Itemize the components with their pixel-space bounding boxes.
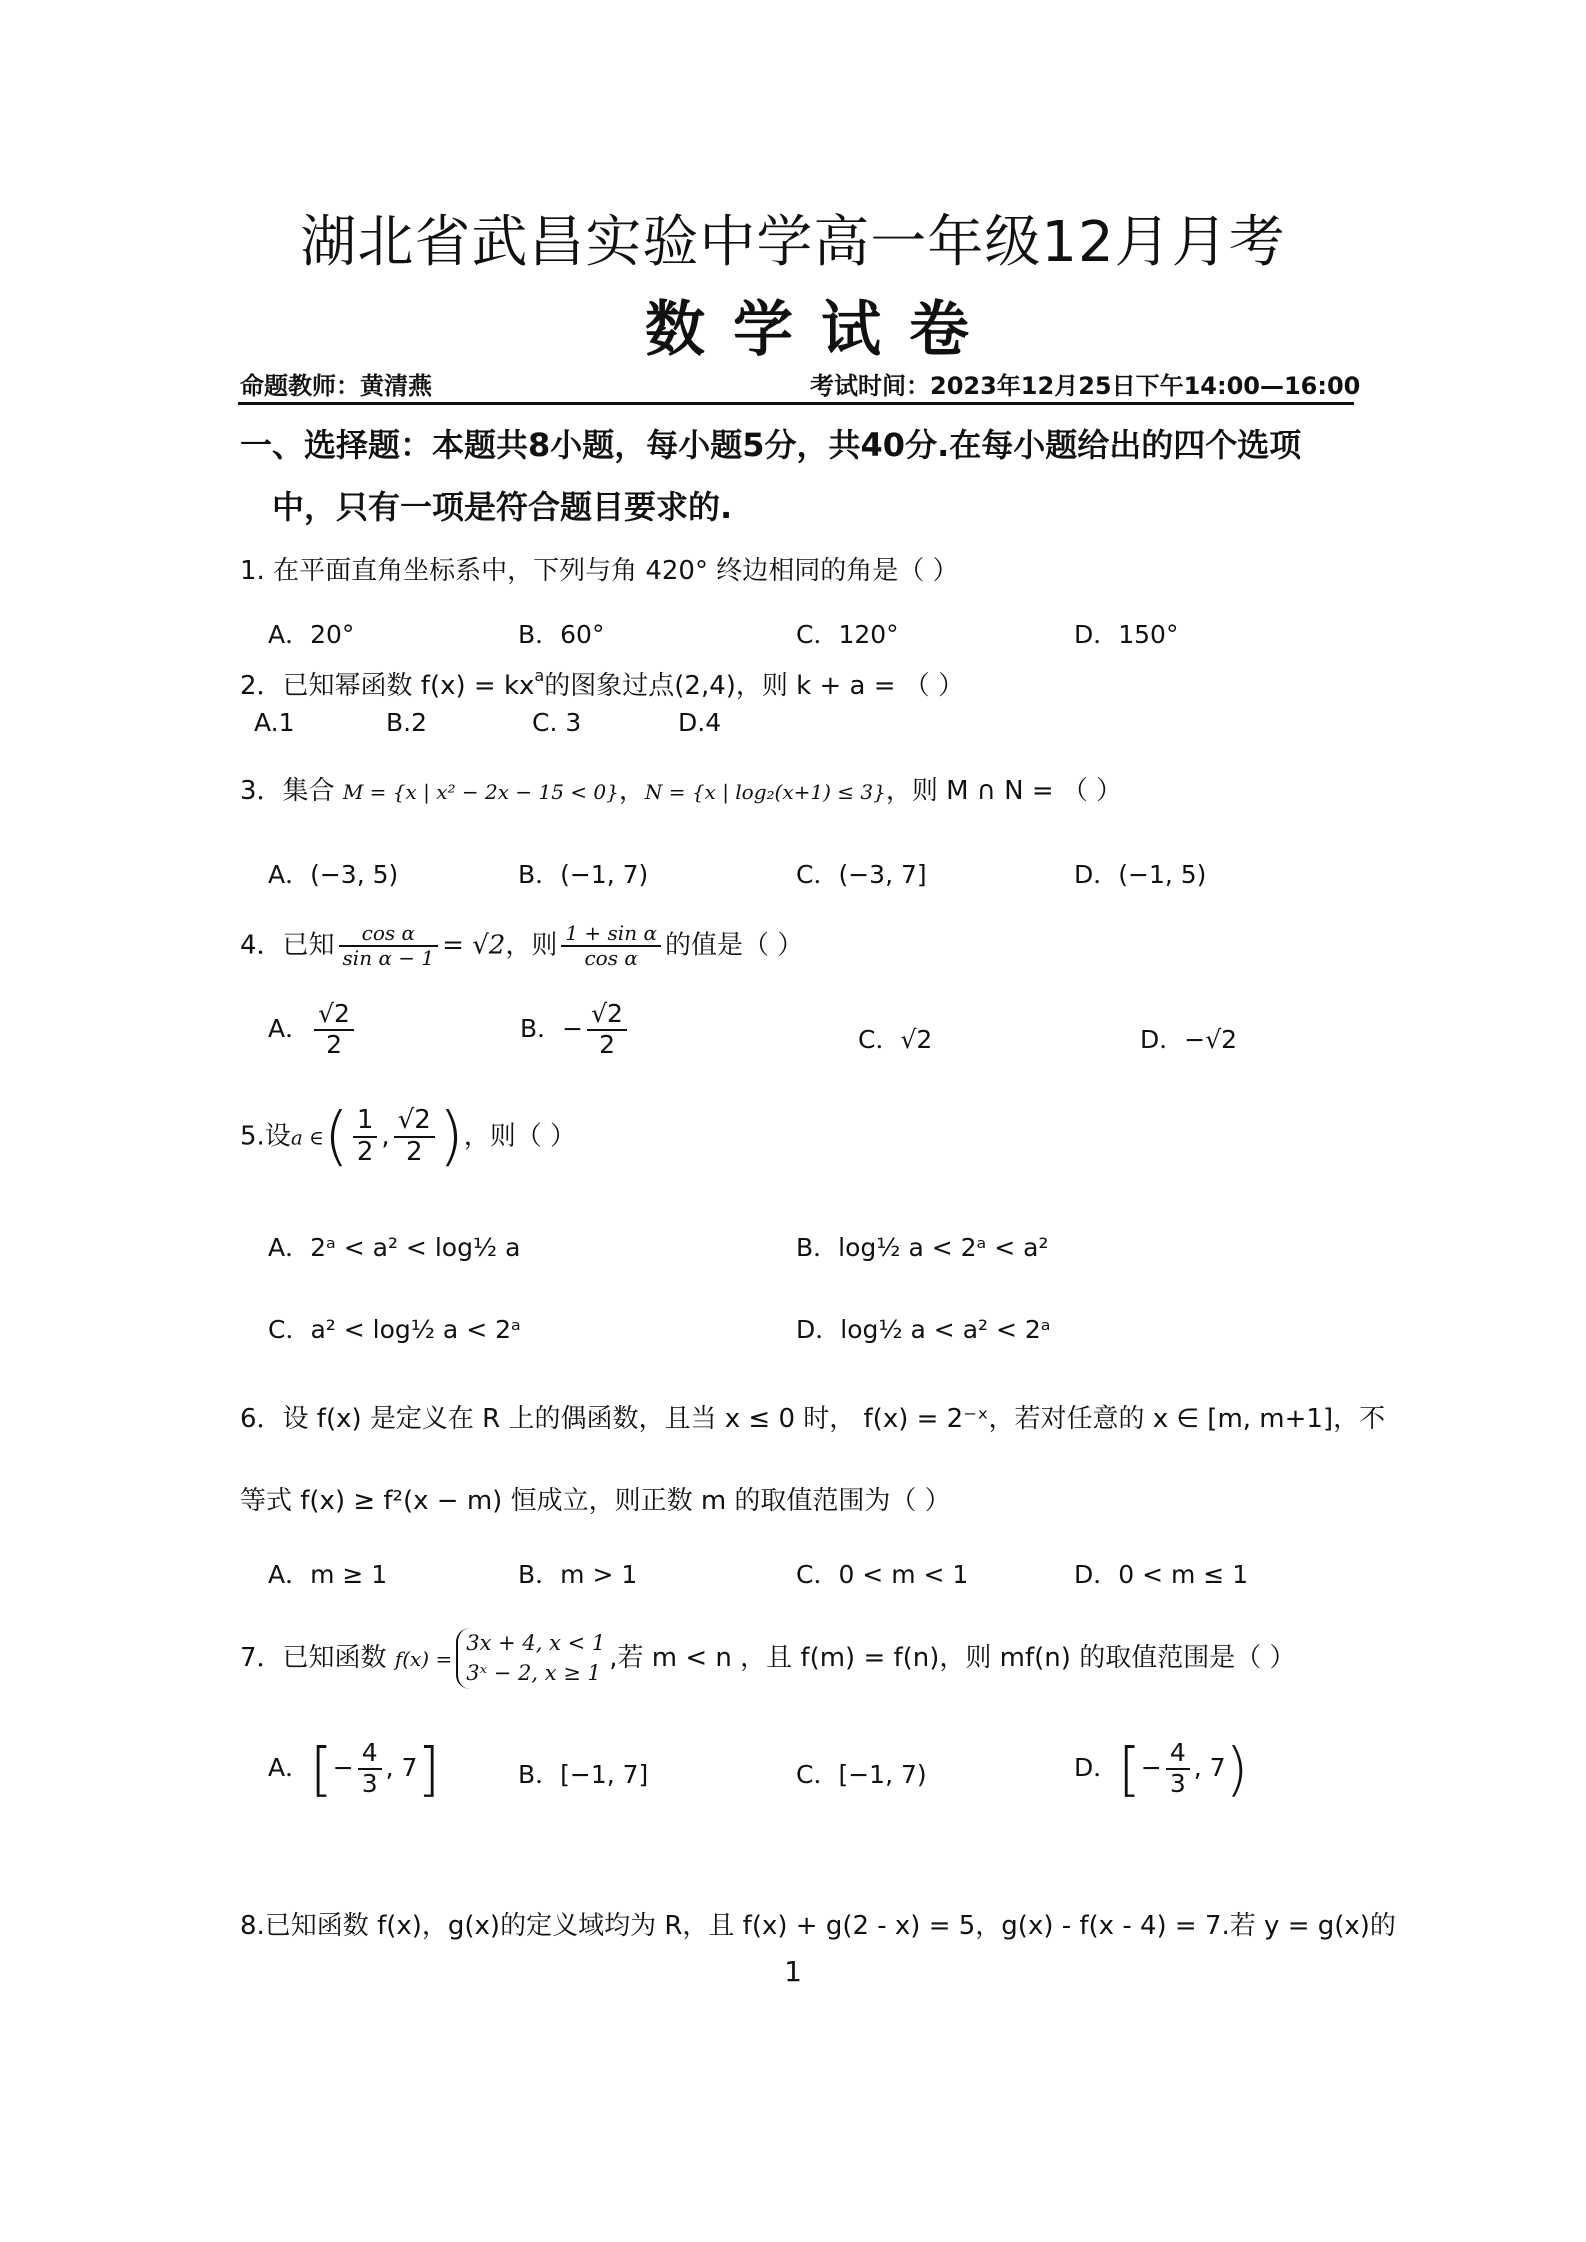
q6-option-b: B．m > 1: [518, 1560, 638, 1589]
q6-option-c: C．0 < m < 1: [796, 1560, 969, 1589]
question-6-line2: 等式 f(x) ≥ f²(x − m) 恒成立，则正数 m 的取值范围为（ ）: [240, 1486, 951, 1516]
q5-var: a ∈: [290, 1125, 324, 1150]
q3-set-n: N = {x | log₂(x+1) ≤ 3}: [644, 780, 886, 804]
q6-option-a: A．m ≥ 1: [268, 1560, 388, 1589]
q7-piecewise: 3x + 4, x < 1 3ˣ − 2, x ≥ 1: [456, 1628, 605, 1689]
q4-prefix: 4．已知: [240, 930, 335, 961]
question-3: [240, 770, 1122, 807]
exam-subtitle: 数学试卷: [645, 295, 997, 365]
q1-option-d: D．150°: [1074, 620, 1179, 649]
question-7: [240, 1628, 1295, 1689]
q3-prefix: 3．集合: [240, 776, 343, 806]
question-2: [240, 665, 964, 702]
exam-title: 湖北省武昌实验中学高一年级12月月考: [300, 210, 1286, 275]
section-heading-line1: 一、选择题：本题共8小题，每小题5分，共40分.在每小题给出的四个选项: [240, 426, 1302, 464]
q5-option-a: A．2ᵃ < a² < log½ a: [268, 1233, 521, 1262]
section-heading-line2: 中，只有一项是符合题目要求的.: [272, 488, 733, 526]
q4-option-b: B．− $\frac{√2}{2}$: [520, 1000, 631, 1060]
q7-option-c: C．[−1, 7): [796, 1760, 927, 1789]
q4-fraction-2: $\frac{\text{1 + sin α}}{\text{cos α}}$: [561, 922, 661, 970]
q3-option-a: A．(−3, 5): [268, 860, 399, 889]
q7-suffix: ,若 m < n ，且 f(m) = f(n)，则 mf(n) 的取值范围是（ ）: [609, 1642, 1296, 1673]
q4-option-c: C．√2: [858, 1025, 933, 1054]
q4-mid: ，则: [505, 930, 558, 961]
exam-time: 考试时间：2023年12月25日下午14:00—16:00: [810, 372, 1361, 400]
q5-suffix: ，则（ ）: [463, 1121, 577, 1152]
q7-prefix: 7．已知函数: [240, 1642, 395, 1673]
q4-option-a: A． $\frac{√2}{2}$: [268, 1000, 358, 1060]
q3-sep: ，: [618, 776, 645, 806]
question-4: [240, 922, 803, 970]
q7-option-b: B．[−1, 7]: [518, 1760, 649, 1789]
q4-fraction-1: $\frac{\text{cos α}}{\text{sin α − 1}}$: [339, 922, 439, 970]
q2-option-c: C. 3: [532, 708, 582, 737]
q1-option-a: A．20°: [268, 620, 355, 649]
q5-fraction-2: $\frac{√2}{2}$: [394, 1106, 435, 1168]
question-8: 8.已知函数 f(x)，g(x)的定义域均为 R，且 f(x) + g(2 - x) = 5，g(x) - f(x - 4) = 7.若 y = g(x)的: [240, 1911, 1396, 1941]
q2-text-after: 的图象过点(2,4)，则 k + a = （ ）: [544, 671, 965, 701]
q2-option-b: B.2: [386, 708, 428, 737]
q4-equals: = √2: [442, 930, 506, 961]
q2-exponent: a: [534, 666, 545, 686]
q1-option-c: C．120°: [796, 620, 899, 649]
q7-fx: f(x) =: [394, 1646, 453, 1671]
q3-option-d: D．(−1, 5): [1074, 860, 1207, 889]
q2-option-d: D.4: [678, 708, 722, 737]
author-line: 命题教师：黄清燕: [240, 372, 432, 400]
q5-option-d: D．log½ a < a² < 2ᵃ: [796, 1315, 1051, 1344]
q6-option-d: D．0 < m ≤ 1: [1074, 1560, 1249, 1589]
q4-option-d: D．−√2: [1140, 1025, 1238, 1054]
q5-prefix: 5.设: [240, 1121, 291, 1152]
header-rule: [238, 402, 1354, 405]
q3-option-c: C．(−3, 7]: [796, 860, 927, 889]
q3-suffix: ，则 M ∩ N = （ ）: [885, 776, 1123, 806]
q3-option-b: B．(−1, 7): [518, 860, 649, 889]
question-1: 1. 在平面直角坐标系中，下列与角 420° 终边相同的角是（ ）: [240, 556, 959, 586]
question-5: 5.设a ∈( $\frac{1}{2}$ , $\frac{√2}{2}$ )，则（ ）: [240, 1100, 577, 1174]
q2-text-before: 2．已知幂函数 f(x) = kx: [240, 671, 535, 701]
q2-option-a: A.1: [254, 708, 295, 737]
q5-fraction-1: $\frac{1}{2}$: [353, 1106, 378, 1168]
q5-option-b: B．log½ a < 2ᵃ < a²: [796, 1233, 1049, 1262]
q1-option-b: B．60°: [518, 620, 605, 649]
page-number: 1: [784, 1955, 802, 1988]
q7-option-d: D．[− $\frac{4}{3}$ , 7): [1074, 1735, 1249, 1803]
q4-suffix: 的值是（ ）: [664, 930, 804, 961]
question-6-line1: 6．设 f(x) 是定义在 R 上的偶函数，且当 x ≤ 0 时， f(x) = 2⁻ˣ，若对任意的 x ∈ [m, m+1]，不: [240, 1404, 1386, 1434]
q7-option-a: A．[− $\frac{4}{3}$ , 7]: [268, 1735, 441, 1803]
q5-option-c: C．a² < log½ a < 2ᵃ: [268, 1315, 521, 1344]
q3-set-m: M = {x | x² − 2x − 15 < 0}: [342, 780, 619, 804]
